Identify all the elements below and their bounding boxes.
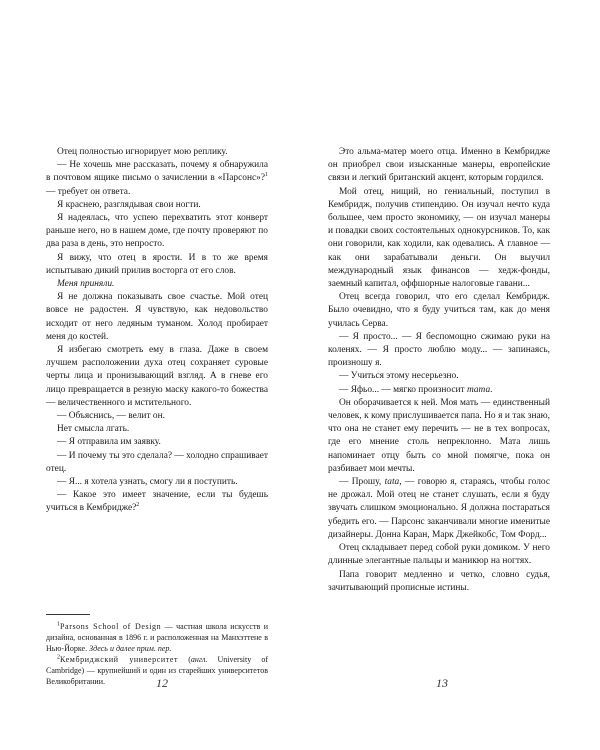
- footnote-marker[interactable]: 1: [265, 172, 268, 179]
- paragraph: — И почему ты это сделала? — холодно спрашивает отец.: [46, 450, 268, 474]
- paragraph-italic: Меня приняли.: [57, 279, 115, 290]
- paragraph: — Я... я хотела узнать, смогу ли я поступить.: [57, 477, 238, 488]
- paragraph: — Объяснись, — велит он.: [57, 411, 165, 422]
- paragraph: — Какое это имеет значение, если ты будешь учиться в Кембридже?$^2$: [46, 490, 268, 514]
- paragraph: — Прошу, tata, — говорю я, стараясь, чтобы голос не дрожал. Мой отец не станет слушать, если я буду звучать слишком эмоционально. Я должна постараться убедить его. — Парсонс заканчивали многие именитые дизайнеры. Донна Каран, Марк Джейкобс, Том Форд...: [328, 477, 550, 540]
- paragraph: Папа говорит медленно и четко, словно судья, зачитывающий прописные истины.: [328, 569, 550, 593]
- paragraph: Отец всегда говорил, что его сделал Кембридж. Было очевидно, что я буду учиться там, как до меня училась Серва.: [328, 292, 550, 329]
- paragraph: — Яфьо... — мягко произносит тата.: [339, 384, 493, 395]
- left-page-body: [46, 146, 268, 516]
- page-number: 13: [436, 676, 448, 690]
- paragraph: — Учиться этому несерьезно.: [339, 371, 459, 382]
- paragraph: — Я отправила им заявку.: [57, 437, 161, 448]
- paragraph: — Я просто... — Я беспомощно сжимаю руки на коленях. — Я просто люблю моду... — запинаясь, произношу я.: [328, 331, 550, 369]
- paragraph: Он оборачивается к ней. Моя мать — единственный человек, к кому прислушивается папа. Но я и так знаю, что она не станет ему перечить — не в тех вопросах, где его мнение столь непреклонно. Мата лишь напоминает отцу быть со мной помягче, пока он разбивает мои мечты.: [328, 397, 550, 474]
- footnote-1: $^1$Parsons School of Design — частная школа искусств и дизайна, основанная в 1896 г. и расположенная на Манхэттене в Нью-Йорке. Здесь и далее прим. пер.: [46, 621, 268, 653]
- paragraph: Это альма-матер моего отца. Именно в Кембридже он приобрел свои изысканные манеры, европейские связи и легкий британский акцент, которым гордился.: [328, 147, 550, 184]
- paragraph: Я надеялась, что успею перехватить этот конверт раньше него, но в нашем доме, где почту проверяют по два раза в день, это непросто.: [46, 213, 268, 250]
- paragraph: Нет смысла лгать.: [57, 424, 130, 435]
- paragraph: Отец полностью игнорирует мою реплику.: [57, 147, 228, 157]
- paragraph: Я не должна показывать свое счастье. Мой отец вовсе не радостен. Я чувствую, как недовольство исходит от него ледяным туманом. Холод пробирает меня до костей.: [46, 292, 268, 342]
- paragraph: Отец складывает перед собой руки домиком. У него длинные элегантные пальцы и маникюр на ногтях.: [328, 543, 550, 567]
- right-page: [300, 0, 600, 750]
- footnote-divider: [46, 614, 90, 615]
- footnote-marker[interactable]: 2: [136, 502, 140, 509]
- footnote-2: $^2$Кембриджский университет (англ. University of Cambridge) — крупнейший и один из старейших университетов Великобритании.: [46, 654, 268, 686]
- right-page-body: [328, 146, 550, 595]
- paragraph: — Не хочешь мне рассказать, почему я обнаружила в почтовом ящике письмо о зачислении в «Парсонс»?$^1$ — требует он ответа.: [46, 160, 268, 197]
- paragraph: Я краснею, разглядывая свои ногти.: [57, 199, 201, 210]
- paragraph: Я избегаю смотреть ему в глаза. Даже в своем лучшем расположении духа отец сохраняет суровые черты лица и пронизывающий взгляд. А в гневе его лицо превращается в резную маску какого-то божества — величественного и мстительного.: [46, 345, 268, 408]
- paragraph: Я вижу, что отец в ярости. И в то же время испытываю дикий прилив восторга от его слов.: [46, 252, 268, 276]
- paragraph: Мой отец, нищий, но гениальный, поступил в Кембридж, получив стипендию. Он изучал нечто куда большее, чем просто экономику, — он изучал манеры и повадки своих состоятельных однокурсников. То, как они говорили, как ходили, как одевались. А главное — как они зарабатывали деньги. Он выучил международный язык финансов — хедж-фонды, заемный капитал, оффшорные налоговые гавани...: [328, 186, 550, 290]
- page-number: 12: [156, 676, 168, 690]
